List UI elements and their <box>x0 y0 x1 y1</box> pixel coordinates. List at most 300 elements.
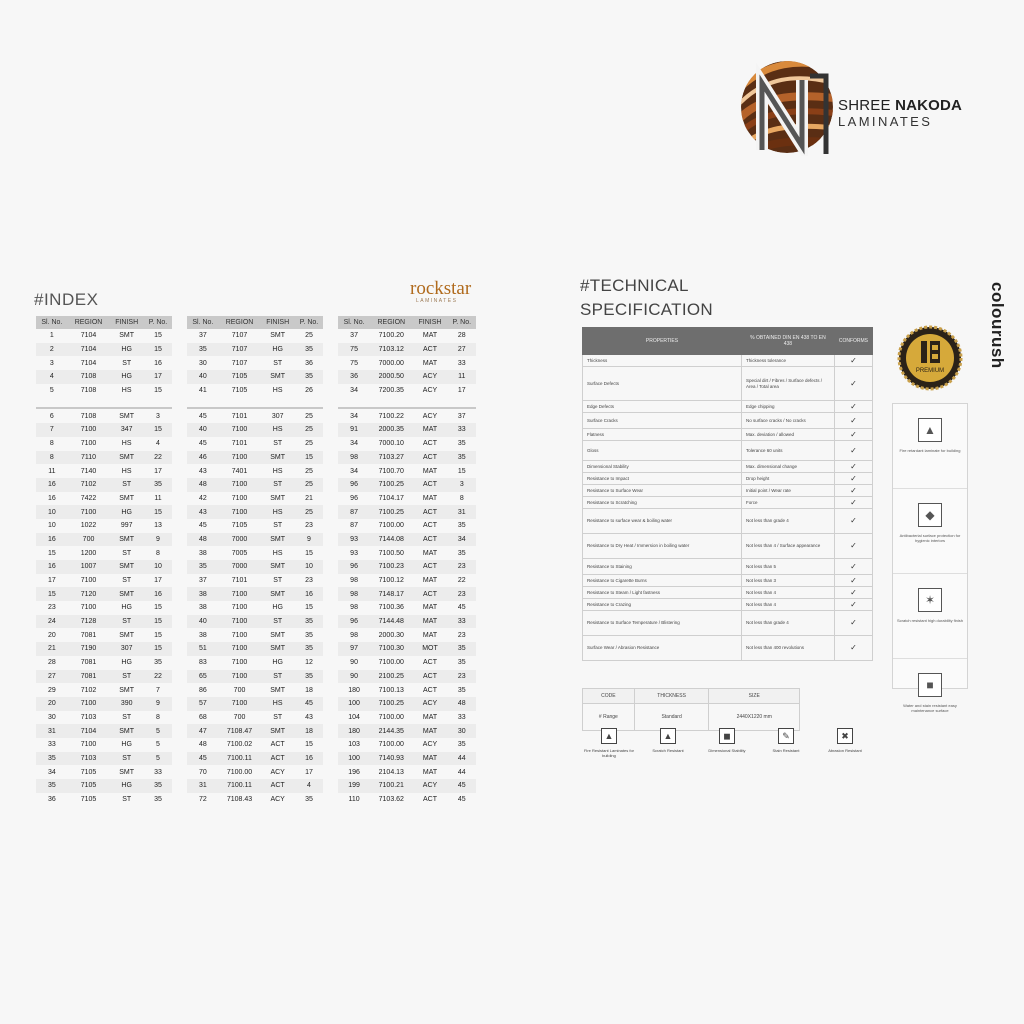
table-row <box>36 492 172 506</box>
index-cell: SMT <box>260 642 295 656</box>
index-cell: 7100 <box>80 577 97 585</box>
index-cell: 7100.00 <box>378 713 404 721</box>
spec-property: Resistance to Scratching <box>583 497 742 509</box>
index-cell: 7100 <box>219 670 261 684</box>
feature-icon-item <box>759 728 813 758</box>
feature-label: Fire retardant laminate for building <box>899 448 961 453</box>
table-row <box>338 437 476 451</box>
index-cell: 180 <box>348 686 360 694</box>
index-cell: 18 <box>305 686 313 694</box>
index-cell: ACY <box>270 796 285 804</box>
index-cell: 7108.43 <box>226 796 253 804</box>
index-cell: 7107 <box>231 359 248 367</box>
index-cell: 7103.12 <box>370 343 412 357</box>
index-cell: ACT <box>270 741 285 749</box>
table-row <box>338 752 476 766</box>
index-cell: ACT <box>423 522 437 530</box>
index-cell: 7005 <box>231 549 248 557</box>
index-cell: 35 <box>295 370 323 384</box>
index-cell: 7100.23 <box>370 560 412 574</box>
table-row <box>187 478 323 492</box>
feature-cell <box>893 588 967 659</box>
table-row <box>338 505 476 519</box>
index-cell: 1007 <box>68 560 110 574</box>
index-cell: 70 <box>198 768 207 776</box>
index-cell: 7100.36 <box>378 604 404 612</box>
index-cell: 36 <box>338 370 370 384</box>
check-icon: ✓ <box>834 575 872 587</box>
table-row <box>187 724 323 738</box>
spec-row <box>583 587 873 599</box>
index-cell: ACT <box>423 440 437 448</box>
index-header: FINISH <box>260 316 295 329</box>
spec-property: Dimensional Stability <box>583 461 742 473</box>
index-cell: 7100.00 <box>226 768 253 776</box>
index-cell: 997 <box>120 522 133 530</box>
index-cell: SMT <box>109 724 144 738</box>
index-cell: 93 <box>338 533 370 547</box>
table-row <box>187 423 323 437</box>
index-cell: 7100.12 <box>378 577 404 585</box>
index-cell: 23 <box>448 670 476 684</box>
table-row <box>187 356 323 370</box>
code-header-code: CODE <box>583 689 635 704</box>
table-row <box>338 587 476 601</box>
index-cell: 7105 <box>68 779 110 793</box>
spec-row <box>583 429 873 441</box>
table-row <box>187 546 323 560</box>
index-cell: ACT <box>412 478 447 492</box>
index-cell: 3 <box>448 478 476 492</box>
index-cell: 7100.02 <box>226 741 253 749</box>
check-icon: ✓ <box>834 429 872 441</box>
spec-value: Force <box>742 497 835 509</box>
index-cell: 7100 <box>219 478 261 492</box>
index-cell: 35 <box>295 343 323 357</box>
flame-icon: ▲ <box>918 418 942 442</box>
index-cell: HS <box>272 467 283 475</box>
table-row <box>187 437 323 451</box>
index-cell: 7105 <box>231 522 248 530</box>
table-row <box>187 656 323 670</box>
spec-property: Resistance to Dry Heat / Immersion in boiling water <box>583 534 742 559</box>
table-row <box>338 343 476 357</box>
index-cell: 7101 <box>231 440 248 448</box>
index-cell: 37 <box>198 332 207 340</box>
spec-value: Not less than grade 4 <box>742 611 835 636</box>
index-cell: 7100.25 <box>370 478 412 492</box>
spec-value: Max. deviation / allowed <box>742 429 835 441</box>
table-row <box>338 642 476 656</box>
index-header: Sl. No. <box>187 316 219 329</box>
colourush-logo: colourush <box>988 282 1007 369</box>
index-cell: 98 <box>338 451 370 465</box>
index-cell: 7108.47 <box>219 724 261 738</box>
table-row <box>36 711 172 725</box>
spec-row <box>583 367 873 401</box>
index-cell: 48 <box>448 697 476 711</box>
index-cell: SMT <box>109 533 144 547</box>
index-cell: 7100 <box>231 604 248 612</box>
index-cell: SMT <box>109 560 144 574</box>
table-row <box>338 384 476 398</box>
brand-name: SHREE NAKODA <box>838 97 963 114</box>
index-cell: 45 <box>448 779 476 793</box>
index-cell: 2 <box>36 343 68 357</box>
table-row <box>187 779 323 793</box>
index-cell: HG <box>109 505 144 519</box>
table-row <box>36 329 172 343</box>
table-row <box>187 738 323 752</box>
index-cell: HS <box>272 549 283 557</box>
index-cell: ST <box>260 478 295 492</box>
index-cell: ACT <box>423 686 437 694</box>
index-cell: 48 <box>198 741 207 749</box>
index-cell: 35 <box>457 522 466 530</box>
index-cell: ST <box>260 670 295 684</box>
table-row <box>338 615 476 629</box>
table-row <box>187 752 323 766</box>
index-cell: 7100 <box>219 697 261 711</box>
index-cell: 390 <box>109 697 144 711</box>
index-cell: ST <box>122 713 132 721</box>
table-row <box>36 437 172 451</box>
index-cell: ST <box>109 752 144 766</box>
index-header: P. No. <box>448 316 476 329</box>
index-header: REGION <box>219 316 261 329</box>
index-cell: 33 <box>154 768 162 776</box>
index-cell: 7100.25 <box>370 697 412 711</box>
table-row <box>338 683 476 697</box>
index-cell: 31 <box>36 724 68 738</box>
index-cell: 7108 <box>68 370 110 384</box>
index-cell: 98 <box>350 604 358 612</box>
index-cell: 22 <box>144 670 172 684</box>
index-cell: 28 <box>47 659 56 667</box>
table-row <box>338 765 476 779</box>
index-cell: HS <box>272 387 283 395</box>
check-icon: ✓ <box>834 485 872 497</box>
index-cell: 7100 <box>219 615 261 629</box>
table-row <box>187 574 323 588</box>
index-cell: SMT <box>119 768 135 776</box>
index-cell: 15 <box>295 451 323 465</box>
scratch-icon: ✶ <box>918 588 942 612</box>
table-divider <box>187 397 323 408</box>
index-cell: 7144.48 <box>370 615 412 629</box>
index-cell: 45 <box>198 412 207 420</box>
index-cell: HG <box>121 604 132 612</box>
index-cell: 7102 <box>80 686 97 694</box>
table-row <box>36 370 172 384</box>
index-cell: ACT <box>260 779 295 793</box>
index-cell: 7100.50 <box>378 549 404 557</box>
index-cell: ACT <box>423 659 437 667</box>
table-row <box>36 533 172 547</box>
table-row <box>36 670 172 684</box>
index-cell: HG <box>109 343 144 357</box>
code-header-size: SIZE <box>709 689 800 704</box>
index-cell: 90 <box>338 670 370 684</box>
spec-property: Surface Defects <box>583 367 742 401</box>
index-cell: 31 <box>187 779 219 793</box>
index-cell: 7105 <box>219 370 261 384</box>
spec-property: Surface Wear / Abrasion Resistance <box>583 636 742 661</box>
index-cell: 7105 <box>231 387 248 395</box>
index-cell: 17 <box>457 387 466 395</box>
table-row <box>338 697 476 711</box>
index-cell: SMT <box>260 724 295 738</box>
feature-icon-item <box>641 728 695 758</box>
table-row <box>338 408 476 423</box>
index-cell: SMT <box>270 686 286 694</box>
feature-label: Scratch resistant high durability finish <box>896 618 964 623</box>
spec-property: Resistance to Staining <box>583 559 742 575</box>
index-cell: ACY <box>412 697 447 711</box>
rockstar-logo: rockstar <box>410 278 472 299</box>
table-row <box>338 724 476 738</box>
check-icon: ✓ <box>834 587 872 599</box>
index-cell: ST <box>273 440 283 448</box>
index-cell: 75 <box>350 359 358 367</box>
index-cell: 45 <box>295 697 323 711</box>
table-row <box>187 628 323 642</box>
spec-property: Resistance to Cigarette Burns <box>583 575 742 587</box>
badge-text: PREMIUM <box>915 368 945 374</box>
table-row <box>187 683 323 697</box>
index-cell: 15 <box>154 604 162 612</box>
index-cell: SMT <box>270 631 286 639</box>
index-cell: 65 <box>187 670 219 684</box>
index-cell: 38 <box>187 587 219 601</box>
index-cell: 33 <box>457 713 466 721</box>
index-cell: 34 <box>350 412 358 420</box>
table-row <box>187 505 323 519</box>
spec-row <box>583 636 873 661</box>
index-cell: 27 <box>36 670 68 684</box>
index-cell: 7128 <box>68 615 110 629</box>
feature-cell <box>893 503 967 574</box>
index-cell: 11 <box>48 467 56 475</box>
index-cell: 43 <box>198 467 207 475</box>
index-cell: 16 <box>154 359 162 367</box>
index-cell: ST <box>260 615 295 629</box>
index-header: REGION <box>370 316 412 329</box>
index-cell: 10 <box>47 522 56 530</box>
index-cell: 31 <box>448 505 476 519</box>
index-cell: SMT <box>109 451 144 465</box>
feature-cell <box>893 673 967 743</box>
index-cell: SMT <box>270 494 286 502</box>
index-cell: ACY <box>412 370 447 384</box>
index-cell: 15 <box>144 343 172 357</box>
index-cell: 7108 <box>80 412 97 420</box>
spec-row <box>583 534 873 559</box>
index-cell: 34 <box>448 533 476 547</box>
index-cell: 43 <box>305 713 313 721</box>
index-cell: 15 <box>154 387 162 395</box>
index-cell: 33 <box>457 359 466 367</box>
index-cell: 2000.35 <box>370 423 412 437</box>
index-cell: 9 <box>144 533 172 547</box>
spec-property: Thickness <box>583 355 742 367</box>
index-cell: 15 <box>144 615 172 629</box>
index-cell: 104 <box>348 713 360 721</box>
index-cell: 25 <box>305 467 313 475</box>
index-cell: 96 <box>338 615 370 629</box>
index-cell: 48 <box>187 478 219 492</box>
spec-title: #TECHNICAL SPECIFICATION <box>580 276 713 319</box>
index-cell: 7104.17 <box>378 494 404 502</box>
shree-nakoda-logo-icon <box>740 58 834 156</box>
index-cell: 6 <box>49 412 54 420</box>
spec-value: Max. dimensional change <box>742 461 835 473</box>
index-cell: 7100 <box>68 423 110 437</box>
feature-label: Water and stain resistant easy maintenance surface <box>903 703 957 713</box>
index-cell: ST <box>109 615 144 629</box>
index-cell: 57 <box>187 697 219 711</box>
index-cell: 2100.25 <box>370 670 412 684</box>
mountain-icon: ▲ <box>660 728 676 744</box>
index-cell: HG <box>272 604 283 612</box>
index-cell: 8 <box>156 549 160 557</box>
index-cell: 7081 <box>80 659 97 667</box>
index-cell: 35 <box>448 451 476 465</box>
index-cell: 98 <box>338 587 370 601</box>
index-cell: 35 <box>457 440 466 448</box>
check-icon: ✓ <box>834 636 872 661</box>
index-cell: 25 <box>305 332 313 340</box>
index-cell: 7100.30 <box>370 642 412 656</box>
table-row <box>338 628 476 642</box>
table-row <box>187 519 323 533</box>
table-row <box>338 656 476 670</box>
index-cell: 34 <box>350 387 358 395</box>
index-cell: 35 <box>457 549 466 557</box>
index-cell: 33 <box>448 423 476 437</box>
table-row <box>187 451 323 465</box>
table-row <box>187 711 323 725</box>
table-row <box>338 519 476 533</box>
index-cell: 7190 <box>68 642 110 656</box>
index-cell: 5 <box>49 387 54 395</box>
table-row <box>338 574 476 588</box>
index-cell: SMT <box>119 631 135 639</box>
index-cell: SMT <box>260 370 295 384</box>
index-cell: 7100.20 <box>378 332 404 340</box>
index-cell: 45 <box>198 440 207 448</box>
spec-row <box>583 559 873 575</box>
index-cell: 15 <box>47 549 56 557</box>
index-header: FINISH <box>412 316 447 329</box>
spec-row <box>583 497 873 509</box>
index-cell: ST <box>122 796 132 804</box>
index-cell: 2144.35 <box>370 724 412 738</box>
index-cell: 34 <box>350 467 358 475</box>
index-cell: 35 <box>187 343 219 357</box>
spec-value: Not less than 3 <box>742 575 835 587</box>
index-cell: 96 <box>350 494 358 502</box>
index-cell: 97 <box>338 642 370 656</box>
feature-icon-label: Stain Resistant <box>772 748 800 753</box>
index-cell: 21 <box>36 642 68 656</box>
index-cell: ACY <box>270 768 285 776</box>
table-row <box>36 343 172 357</box>
index-cell: 83 <box>198 659 207 667</box>
table-row <box>187 765 323 779</box>
index-cell: 87 <box>338 505 370 519</box>
index-cell: 16 <box>295 752 323 766</box>
spec-row <box>583 509 873 534</box>
index-cell: 7100.22 <box>378 412 404 420</box>
check-icon: ✓ <box>834 413 872 429</box>
table-row <box>338 356 476 370</box>
index-cell: 7401 <box>231 467 248 475</box>
table-row <box>338 478 476 492</box>
index-cell: HS <box>260 697 295 711</box>
index-cell: 700 <box>68 533 110 547</box>
index-table-2 <box>187 316 323 806</box>
index-cell: HG <box>260 343 295 357</box>
index-cell: 93 <box>350 549 358 557</box>
index-cell: 7100.25 <box>370 505 412 519</box>
index-cell: 16 <box>36 533 68 547</box>
feature-panel <box>892 403 968 713</box>
index-cell: 35 <box>144 779 172 793</box>
index-cell: 7104 <box>80 332 97 340</box>
index-cell: 37 <box>198 577 207 585</box>
spec-value: Special dirt / Fibres / Surface defects / Area / Total area <box>742 367 835 401</box>
index-cell: SMT <box>260 533 295 547</box>
index-cell: 100 <box>338 752 370 766</box>
spec-row <box>583 441 873 461</box>
table-row <box>187 329 323 343</box>
index-cell: 35 <box>457 741 466 749</box>
index-cell: 7081 <box>68 670 110 684</box>
brand-subtitle: LAMINATES <box>838 114 933 129</box>
index-cell: 35 <box>187 560 219 574</box>
table-row <box>187 642 323 656</box>
index-cell: 11 <box>448 370 476 384</box>
index-cell: 10 <box>295 560 323 574</box>
check-icon: ✓ <box>834 355 872 367</box>
premium-badge-icon <box>897 325 963 391</box>
index-cell: 35 <box>457 686 466 694</box>
index-cell: 16 <box>47 494 56 502</box>
table-row <box>187 343 323 357</box>
spec-header-conforms: CONFORMS <box>834 328 872 355</box>
index-cell: 35 <box>448 642 476 656</box>
index-cell: ACT <box>412 343 447 357</box>
table-row <box>338 533 476 547</box>
feature-icon-item <box>582 728 636 758</box>
table-row <box>187 492 323 506</box>
spec-row <box>583 355 873 367</box>
index-cell: 199 <box>338 779 370 793</box>
index-cell: ACT <box>412 587 447 601</box>
index-cell: 2000.50 <box>370 370 412 384</box>
index-cell: 10 <box>36 505 68 519</box>
index-cell: 180 <box>338 724 370 738</box>
table-row <box>338 711 476 725</box>
index-cell: 15 <box>36 587 68 601</box>
check-icon: ✓ <box>834 461 872 473</box>
spec-value: No surface cracks / No cracks <box>742 413 835 429</box>
index-cell: 23 <box>305 522 313 530</box>
index-cell: 25 <box>305 440 313 448</box>
feature-icon-label: Fire Resistant Laminates for building <box>583 748 635 758</box>
index-cell: ST <box>122 359 132 367</box>
